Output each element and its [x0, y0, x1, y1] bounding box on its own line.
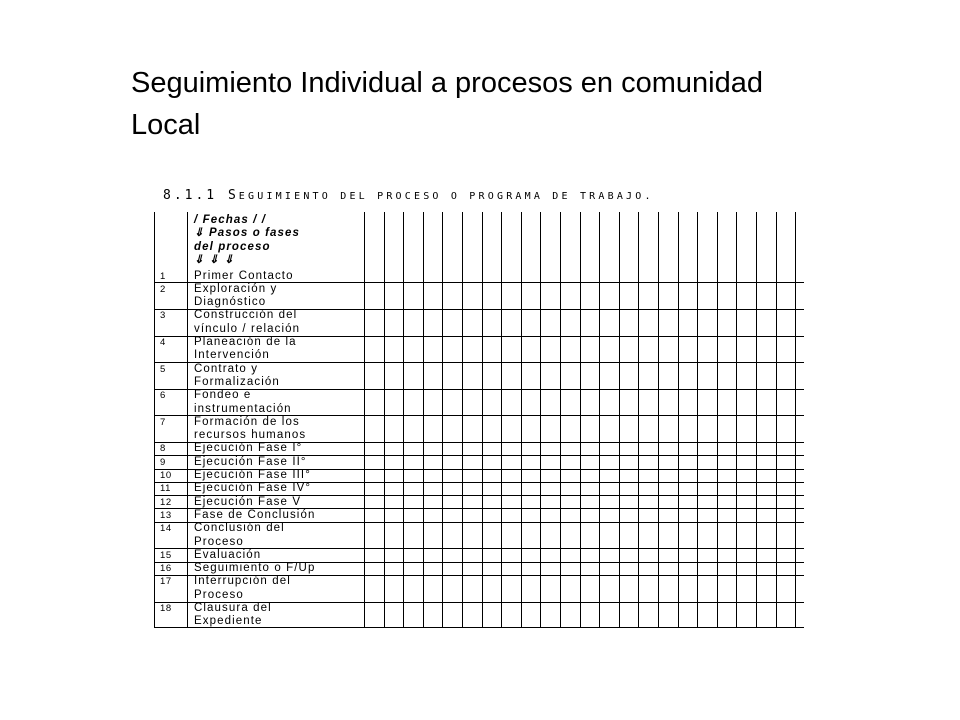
date-column-line [423, 212, 424, 627]
table-column-border [187, 212, 188, 627]
step-number: 6 [160, 390, 166, 402]
step-label: Clausura del [194, 602, 272, 614]
row-separator [154, 415, 804, 416]
date-column-line [717, 212, 718, 627]
step-label: instrumentación [194, 402, 292, 415]
row-separator [154, 309, 804, 310]
date-column-line [795, 212, 796, 627]
date-column-line [540, 212, 541, 627]
date-column-line [697, 212, 698, 627]
step-number: 15 [160, 549, 172, 561]
step-number: 7 [160, 416, 166, 428]
header-text: ⇓ Pasos o fases [194, 227, 301, 240]
date-column-line [501, 212, 502, 627]
row-separator [154, 442, 804, 443]
date-column-line [599, 212, 600, 627]
row-separator [154, 495, 804, 496]
date-column-line [403, 212, 404, 627]
row-separator [154, 522, 804, 523]
table-column-border [364, 212, 365, 627]
step-number: 3 [160, 310, 166, 322]
step-label: Exploración y [194, 282, 278, 295]
step-label: Ejecución Fase V [194, 495, 302, 508]
step-label: Intervención [194, 349, 270, 362]
slide-title: Seguimiento Individual a procesos en comunidad Local [131, 67, 763, 141]
date-column-line [776, 212, 777, 627]
date-column-line [736, 212, 737, 627]
step-label: vínculo / relación [194, 322, 301, 335]
step-label: Ejecución Fase II° [194, 455, 307, 468]
row-separator [154, 389, 804, 390]
step-label: Proceso [194, 588, 244, 601]
step-number: 8 [160, 443, 166, 455]
date-column-line [580, 212, 581, 627]
section-number: 8.1.1 [163, 188, 218, 203]
step-number: 17 [160, 576, 172, 588]
date-column-line [756, 212, 757, 627]
step-number: 16 [160, 563, 172, 575]
step-label: Conclusión del [194, 522, 285, 535]
header-text: / Fechas / / [194, 214, 267, 226]
step-label: Seguimiento o F/Up [194, 562, 316, 575]
step-number: 12 [160, 496, 172, 508]
step-number: 10 [160, 470, 172, 481]
step-number: 14 [160, 523, 172, 535]
step-label: Expediente [194, 615, 263, 628]
step-label: Ejecución Fase IV° [194, 482, 312, 495]
step-label: Fondeo e [194, 389, 252, 402]
section-heading-text: EGUIMIENTO DEL PROCESO O PROGRAMA DE TRABAJO. [238, 191, 654, 202]
date-column-line [678, 212, 679, 627]
section-heading [163, 188, 654, 203]
step-label: Proceso [194, 535, 244, 548]
step-label: Ejecución Fase III° [194, 469, 311, 481]
step-label: Fase de Conclusión [194, 508, 316, 521]
step-label: Planeación de la [194, 336, 297, 348]
row-separator [154, 575, 804, 576]
row-separator [154, 508, 804, 509]
process-tracking-table [154, 212, 804, 628]
date-column-line [482, 212, 483, 627]
step-label: Primer Contacto [194, 269, 294, 282]
step-number: 1 [160, 270, 166, 282]
step-label: Interrupción del [194, 575, 291, 588]
date-column-line [638, 212, 639, 627]
date-column-line [462, 212, 463, 627]
header-text: del proceso [194, 240, 271, 253]
row-separator [154, 282, 804, 283]
step-label: recursos humanos [194, 429, 307, 442]
row-separator [154, 455, 804, 456]
row-separator [154, 482, 804, 483]
row-separator [154, 602, 804, 603]
step-label: Formalización [194, 375, 280, 388]
step-number: 2 [160, 283, 166, 295]
step-label: Evaluación [194, 548, 262, 561]
step-label: Contrato y [194, 362, 259, 375]
step-number: 11 [160, 483, 172, 495]
step-label: Diagnóstico [194, 296, 267, 309]
step-number: 18 [160, 603, 172, 614]
row-separator [154, 562, 804, 563]
step-number: 4 [160, 337, 166, 348]
table-column-border [154, 212, 155, 627]
section-heading-initial: S [227, 188, 239, 203]
step-label: Construcción del [194, 309, 298, 322]
header-text: ⇓ ⇓ ⇓ [194, 253, 235, 266]
date-column-line [384, 212, 385, 627]
date-column-line [521, 212, 522, 627]
date-column-line [658, 212, 659, 627]
date-column-line [442, 212, 443, 627]
row-separator [154, 469, 804, 470]
step-label: Ejecución Fase I° [194, 442, 303, 455]
step-number: 5 [160, 363, 166, 375]
date-column-line [560, 212, 561, 627]
row-separator [154, 336, 804, 337]
date-column-line [619, 212, 620, 627]
step-number: 13 [160, 509, 172, 521]
step-number: 9 [160, 456, 166, 468]
row-separator [154, 362, 804, 363]
row-separator [154, 548, 804, 549]
step-label: Formación de los [194, 415, 300, 428]
